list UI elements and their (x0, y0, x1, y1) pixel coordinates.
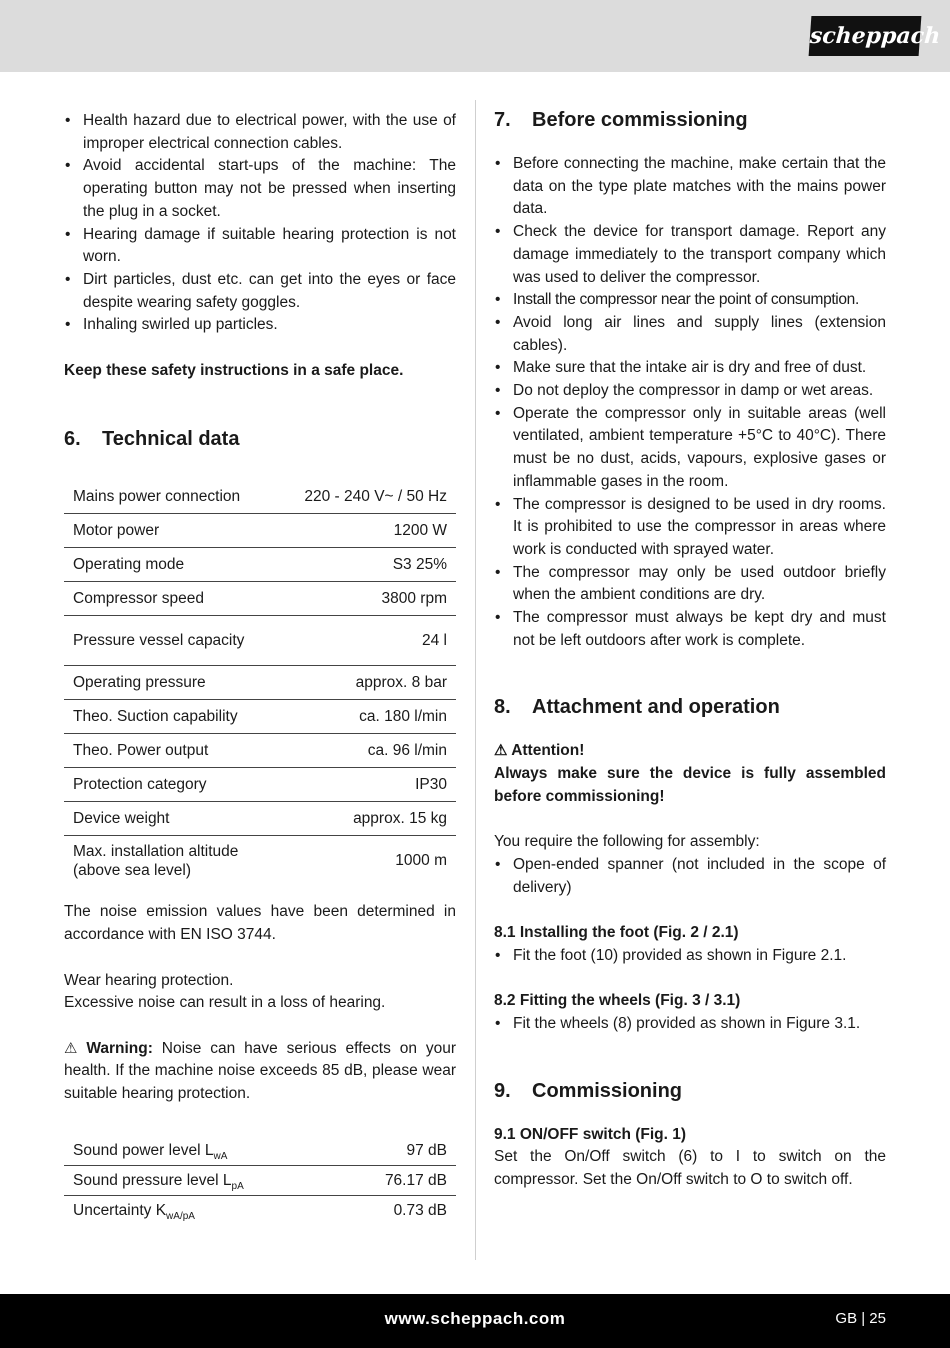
assembly-requirement: You require the following for assembly: (494, 833, 760, 851)
table-cell-label: Operating pressure (73, 673, 206, 691)
list-item: • Operate the compressor only in suitable areas (well ventilated, ambient temperature +5°C to 40°C). There must be no dust, acids, vapours, explosive gases or inflammable gases in the room. (494, 403, 886, 494)
table-cell-value: 1000 m (395, 852, 447, 870)
table-cell-value: 24 l (422, 631, 447, 649)
assembly-tools-list (494, 854, 886, 899)
foot-steps-list (494, 945, 886, 968)
section-number: 8. (494, 696, 511, 719)
list-item: • Fit the wheels (8) provided as shown in Figure 3.1. (494, 1013, 886, 1036)
table-cell-value: approx. 8 bar (355, 673, 447, 691)
table-cell-value: S3 25% (392, 555, 447, 573)
list-item: • Check the device for transport damage. Report any damage immediately to the transport company which was used to deliver the compressor. (494, 221, 886, 289)
attention-heading (494, 740, 886, 763)
hazard-list (64, 110, 456, 337)
table-row (64, 615, 456, 665)
section-title: Commissioning (532, 1079, 683, 1102)
table-row (64, 733, 456, 767)
attention-text: Always make sure the device is fully assembled before commissioning! (494, 765, 886, 805)
list-item: • Health hazard due to electrical power, with the use of improper electrical connection cables. (64, 110, 456, 155)
subsection-title-foot: 8.1 Installing the foot (Fig. 2 / 2.1) (494, 924, 739, 942)
table-cell-value: 3800 rpm (381, 589, 447, 607)
warning-paragraph (64, 1038, 456, 1106)
warning-icon: ⚠ (64, 1039, 78, 1057)
page-number: GB | 25 (835, 1310, 886, 1327)
section-title: Attachment and operation (532, 696, 780, 719)
table-row (64, 835, 456, 885)
table-cell-value: 76.17 dB (384, 1172, 447, 1190)
table-cell-value: 0.73 dB (393, 1202, 447, 1220)
table-cell-label: Mains power connection (73, 487, 241, 505)
list-item: • Hearing damage if suitable hearing protection is not worn. (64, 224, 456, 269)
list-item: • Dirt particles, dust etc. can get into the eyes or face despite wearing safety goggles. (64, 269, 456, 314)
list-item: • Inhaling swirled up particles. (64, 314, 456, 337)
section-title: Before commissioning (532, 109, 748, 131)
section-heading-technical-data (64, 426, 456, 452)
warning-text: Noise can have serious effects on your health. If the machine noise exceeds 85 dB, please wear suitable hearing protection. (64, 1039, 456, 1103)
list-item: • Install the compressor near the point of consumption. (494, 289, 886, 312)
table-cell-label: Protection category (73, 775, 207, 793)
switch-instructions: Set the On/Off switch (6) to I to switch on the compressor. Set the On/Off switch to O to switch off. (494, 1148, 886, 1188)
table-cell-label: Max. installation altitude (above sea level) (73, 842, 239, 879)
table-row (64, 665, 456, 699)
website-link[interactable]: www.scheppach.com (384, 1309, 566, 1328)
table-cell-value: IP30 (415, 775, 447, 793)
table-cell-value: ca. 96 l/min (367, 741, 447, 759)
table-cell-label: Device weight (73, 809, 170, 827)
subsection-title-switch: 9.1 ON/OFF switch (Fig. 1) (494, 1125, 687, 1143)
footer-bar (0, 1294, 950, 1348)
technical-data-table (64, 479, 456, 885)
wear-protection-text: Wear hearing protection. (64, 971, 234, 989)
scheppach-logo: scheppach (809, 16, 922, 56)
table-row (64, 479, 456, 513)
hearing-loss-text: Excessive noise can result in a loss of hearing. (64, 994, 386, 1012)
table-cell-label: Operating mode (73, 555, 185, 573)
list-item: • The compressor is designed to be used in dry rooms. It is prohibited to use the compressor in areas where work is conducted with sprayed water. (494, 494, 886, 562)
table-row (64, 513, 456, 547)
table-row (64, 801, 456, 835)
section-heading-commissioning (494, 1078, 886, 1104)
list-item: • Avoid long air lines and supply lines (extension cables). (494, 312, 886, 357)
sound-level-table (64, 1136, 456, 1226)
list-item: • Avoid accidental start-ups of the machine: The operating button may not be pressed when inserting the plug in a socket. (64, 155, 456, 223)
list-item: • The compressor must always be kept dry and must not be left outdoors after work is complete. (494, 607, 886, 652)
noise-emission-text: The noise emission values have been determined in accordance with EN ISO 3744. (64, 903, 456, 944)
table-cell-label: Sound power level $L_{wA}$ (73, 1141, 228, 1162)
section-title: Technical data (102, 428, 240, 451)
table-row (64, 699, 456, 733)
column-divider (475, 100, 476, 1260)
list-item: • Do not deploy the compressor in damp or wet areas. (494, 380, 886, 403)
table-row (64, 581, 456, 615)
right-column (494, 110, 886, 1192)
table-cell-value: 220 - 240 V~ / 50 Hz (304, 487, 447, 505)
section-number: 7. (494, 109, 511, 131)
table-row (64, 547, 456, 581)
section-number: 9. (494, 1079, 511, 1102)
keep-safe-note: Keep these safety instructions in a safe place. (64, 361, 404, 379)
table-cell-label: Theo. Power output (73, 741, 209, 759)
header-bar (0, 0, 950, 72)
table-cell-label: Pressure vessel capacity (73, 631, 245, 649)
warning-label: Warning: (86, 1039, 153, 1057)
attention-label: Attention! (511, 742, 585, 760)
list-item: • Fit the foot (10) provided as shown in Figure 2.1. (494, 945, 886, 968)
table-row (64, 1166, 456, 1196)
section-number: 6. (64, 428, 81, 451)
list-item: • Open-ended spanner (not included in the scope of delivery) (494, 854, 886, 899)
table-cell-value: approx. 15 kg (353, 809, 447, 827)
table-cell-value: 1200 W (393, 521, 447, 539)
subsection-title-wheels: 8.2 Fitting the wheels (Fig. 3 / 3.1) (494, 992, 741, 1010)
table-cell-label: Theo. Suction capability (73, 707, 238, 725)
table-row (64, 1136, 456, 1166)
list-item: • Before connecting the machine, make certain that the data on the type plate matches with the mains power data. (494, 153, 886, 221)
left-column (64, 110, 456, 1226)
commissioning-list (494, 153, 886, 652)
table-row (64, 1196, 456, 1226)
warning-icon: ⚠ (494, 742, 508, 760)
table-cell-label: Motor power (73, 521, 160, 539)
table-cell-label: Compressor speed (73, 589, 204, 607)
wheels-steps-list (494, 1013, 886, 1036)
table-cell-value: 97 dB (406, 1141, 447, 1159)
section-heading-attachment (494, 694, 886, 720)
table-row (64, 767, 456, 801)
list-item: • Make sure that the intake air is dry and free of dust. (494, 357, 886, 380)
section-heading-before-commissioning (494, 107, 886, 133)
table-cell-label: Uncertainty $K_{wA/pA}$ (73, 1202, 195, 1223)
table-cell-label: Sound pressure level $L_{pA}$ (73, 1172, 244, 1193)
list-item: • The compressor may only be used outdoor briefly when the ambient conditions are dry. (494, 562, 886, 607)
table-cell-value: ca. 180 l/min (359, 707, 447, 725)
